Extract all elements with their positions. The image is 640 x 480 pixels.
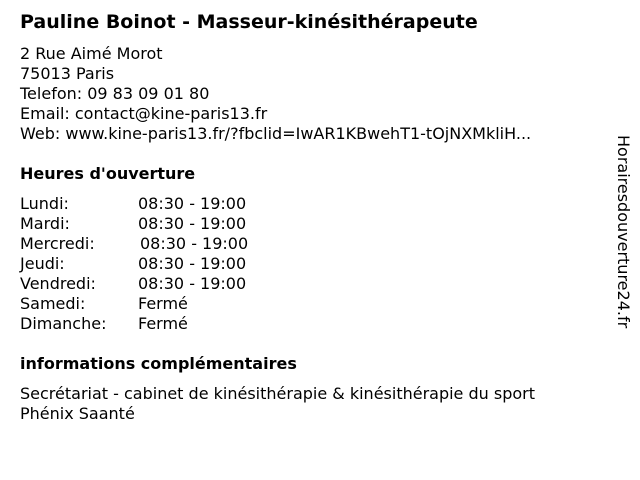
address-city: 75013 Paris — [20, 64, 115, 83]
phone-text: Telefon: 09 83 09 01 80 — [20, 84, 210, 103]
website-link[interactable]: Web: www.kine-paris13.fr/?fbclid=IwAR1KBwehT1-tOjNXMkliH... — [20, 124, 532, 143]
hours-saturday: Fermé — [138, 294, 188, 313]
day-wednesday: Mercredi: — [20, 234, 95, 253]
hours-tuesday: 08:30 - 19:00 — [138, 214, 247, 233]
day-saturday: Samedi: — [20, 294, 86, 313]
hours-sunday: Fermé — [138, 314, 188, 333]
site-watermark: Horairesdouverture24.fr — [614, 135, 633, 329]
hours-monday: 08:30 - 19:00 — [138, 194, 247, 213]
address-street: 2 Rue Aimé Morot — [20, 44, 163, 63]
hours-thursday: 08:30 - 19:00 — [138, 254, 247, 273]
business-title: Pauline Boinot - Masseur-kinésithérapeute — [20, 11, 478, 33]
day-tuesday: Mardi: — [20, 214, 70, 233]
day-sunday: Dimanche: — [20, 314, 107, 333]
additional-info-line: Phénix Saanté — [20, 404, 135, 423]
day-friday: Vendredi: — [20, 274, 96, 293]
opening-hours-heading: Heures d'ouverture — [20, 164, 196, 183]
additional-info-line: Secrétariat - cabinet de kinésithérapie & kinésithérapie du sport — [20, 384, 535, 403]
hours-wednesday: 08:30 - 19:00 — [140, 234, 249, 253]
hours-friday: 08:30 - 19:00 — [138, 274, 247, 293]
day-monday: Lundi: — [20, 194, 69, 213]
email-text: Email: contact@kine-paris13.fr — [20, 104, 268, 123]
additional-info-heading: informations complémentaires — [20, 354, 297, 373]
day-thursday: Jeudi: — [20, 254, 65, 273]
